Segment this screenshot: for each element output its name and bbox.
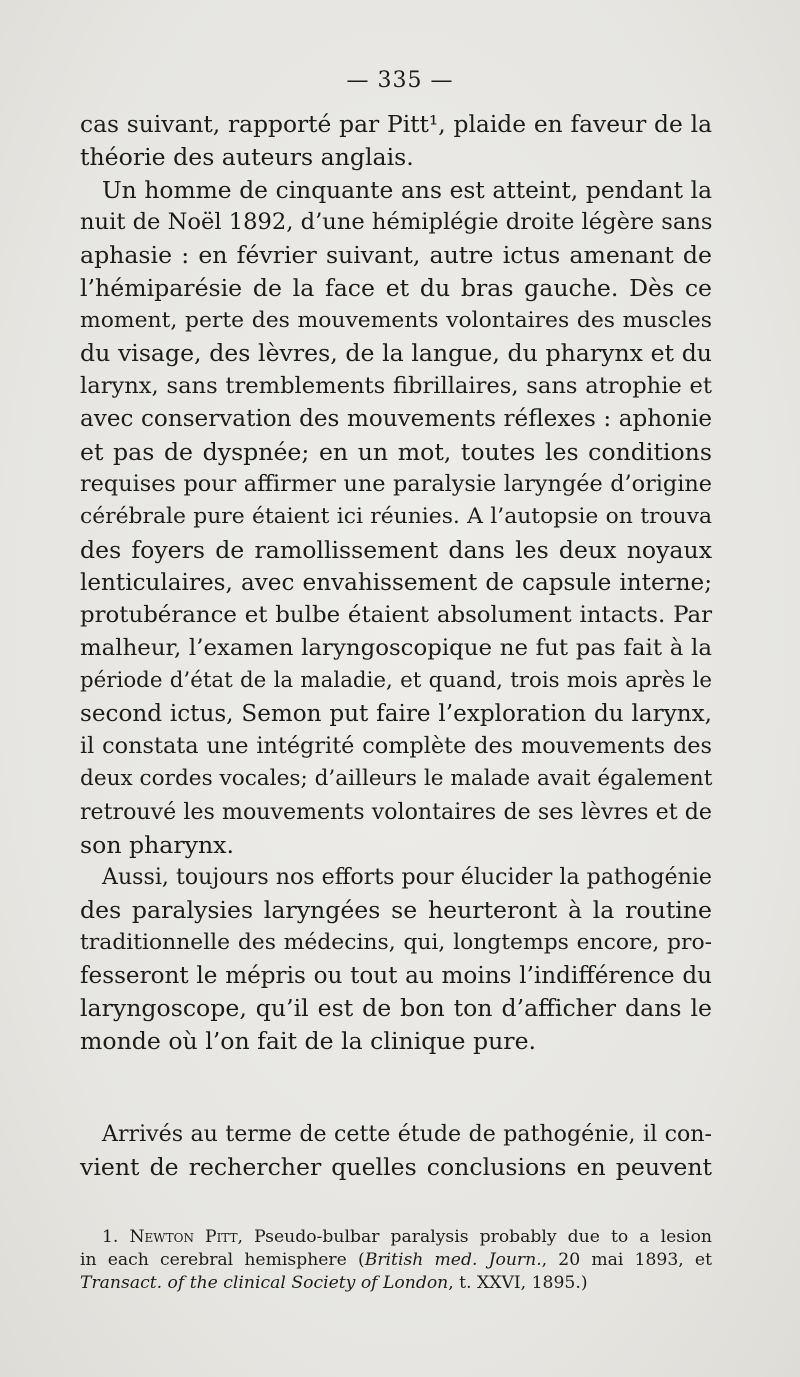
footnote-text: , t. XXVI, 1895.) <box>448 1273 588 1293</box>
text-line: retrouvé les mouvements volontaires de ses lèvres et de <box>80 798 712 825</box>
text-line: Arrivés au terme de cette étude de pathogénie, il con- <box>102 1120 712 1147</box>
text-line: lenticulaires, avec envahissement de capsule interne; <box>80 569 712 596</box>
text-line: fesseront le mépris ou tout au moins l’indifférence du <box>80 962 712 989</box>
section-gap <box>80 1058 712 1118</box>
text-line: laryngoscope, qu’il est de bon ton d’afficher dans le <box>80 994 712 1023</box>
text-line: du visage, des lèvres, de la langue, du pharynx et du <box>80 339 712 368</box>
text-line: monde où l’on fait de la clinique pure. <box>80 1027 537 1055</box>
text-line: nuit de Noël 1892, d’une hémiplégie droite légère sans <box>80 209 713 236</box>
text-line: vient de rechercher quelles conclusions en peuvent <box>80 1152 712 1181</box>
text-line: moment, perte des mouvements volontaires des muscles <box>80 307 712 333</box>
text-line: requises pour affirmer une paralysie laryngée d’origine <box>80 471 712 498</box>
text-line: des foyers de ramollissement dans les deux noyaux <box>80 535 712 564</box>
text-line: second ictus, Semon put faire l’exploration du larynx, <box>80 700 712 727</box>
footnote <box>80 1226 712 1295</box>
body-text <box>80 108 712 1183</box>
text-line: cas suivant, rapporté par Pitt¹, plaide en faveur de la <box>80 110 712 138</box>
text-line: malheur, l’examen laryngoscopique ne fut pas fait à la <box>80 635 712 661</box>
paragraph-group-2 <box>80 1118 712 1184</box>
footnote-author: Newton Pitt <box>129 1227 238 1247</box>
text-line: deux cordes vocales; d’ailleurs le malade avait également <box>80 766 713 791</box>
footnote-number: 1. <box>102 1227 119 1247</box>
text-line: son pharynx. <box>80 830 234 859</box>
paragraph-group-1 <box>80 108 712 1058</box>
text-line: traditionnelle des médecins, qui, longtemps encore, pro- <box>80 929 712 955</box>
text-line: larynx, sans tremblements fibrillaires, sans atrophie et <box>80 373 712 399</box>
text-line: des paralysies laryngées se heurteront à la routine <box>80 896 712 924</box>
text-line: Aussi, toujours nos efforts pour élucider la pathogénie <box>102 864 712 891</box>
footnote-line <box>80 1272 712 1295</box>
footnote-text: in each cerebral hemisphere ( <box>80 1250 365 1270</box>
text-line: avec conservation des mouvements réflexes : aphonie <box>80 405 712 432</box>
footnote-journal: British med. Journ. <box>364 1250 542 1270</box>
text-line: l’hémiparésie de la face et du bras gauche. Dès ce <box>80 273 712 302</box>
footnote-text: , 20 mai 1893, et <box>541 1250 713 1270</box>
footnote-line <box>80 1249 712 1272</box>
text-line: théorie des auteurs anglais. <box>80 142 414 171</box>
text-line: il constata une intégrité complète des mouvements des <box>80 733 712 760</box>
footnote-line <box>80 1226 712 1249</box>
footnote-journal: Transact. of the clinical Society of London <box>80 1273 449 1293</box>
text-line: Un homme de cinquante ans est atteint, pendant la <box>102 175 712 204</box>
text-line: période d’état de la maladie, et quand, trois mois après le <box>80 667 712 693</box>
text-line: cérébrale pure étaient ici réunies. A l’autopsie on trouva <box>80 504 712 529</box>
text-line: protubérance et bulbe étaient absolument intacts. Par <box>80 602 712 629</box>
text-line: et pas de dyspnée; en un mot, toutes les conditions <box>80 437 712 466</box>
footnote-text: , Pseudo-bulbar paralysis probably due to a lesion <box>237 1227 712 1247</box>
page-number: — 335 — <box>346 68 454 93</box>
text-line: aphasie : en février suivant, autre ictus amenant de <box>80 241 712 269</box>
